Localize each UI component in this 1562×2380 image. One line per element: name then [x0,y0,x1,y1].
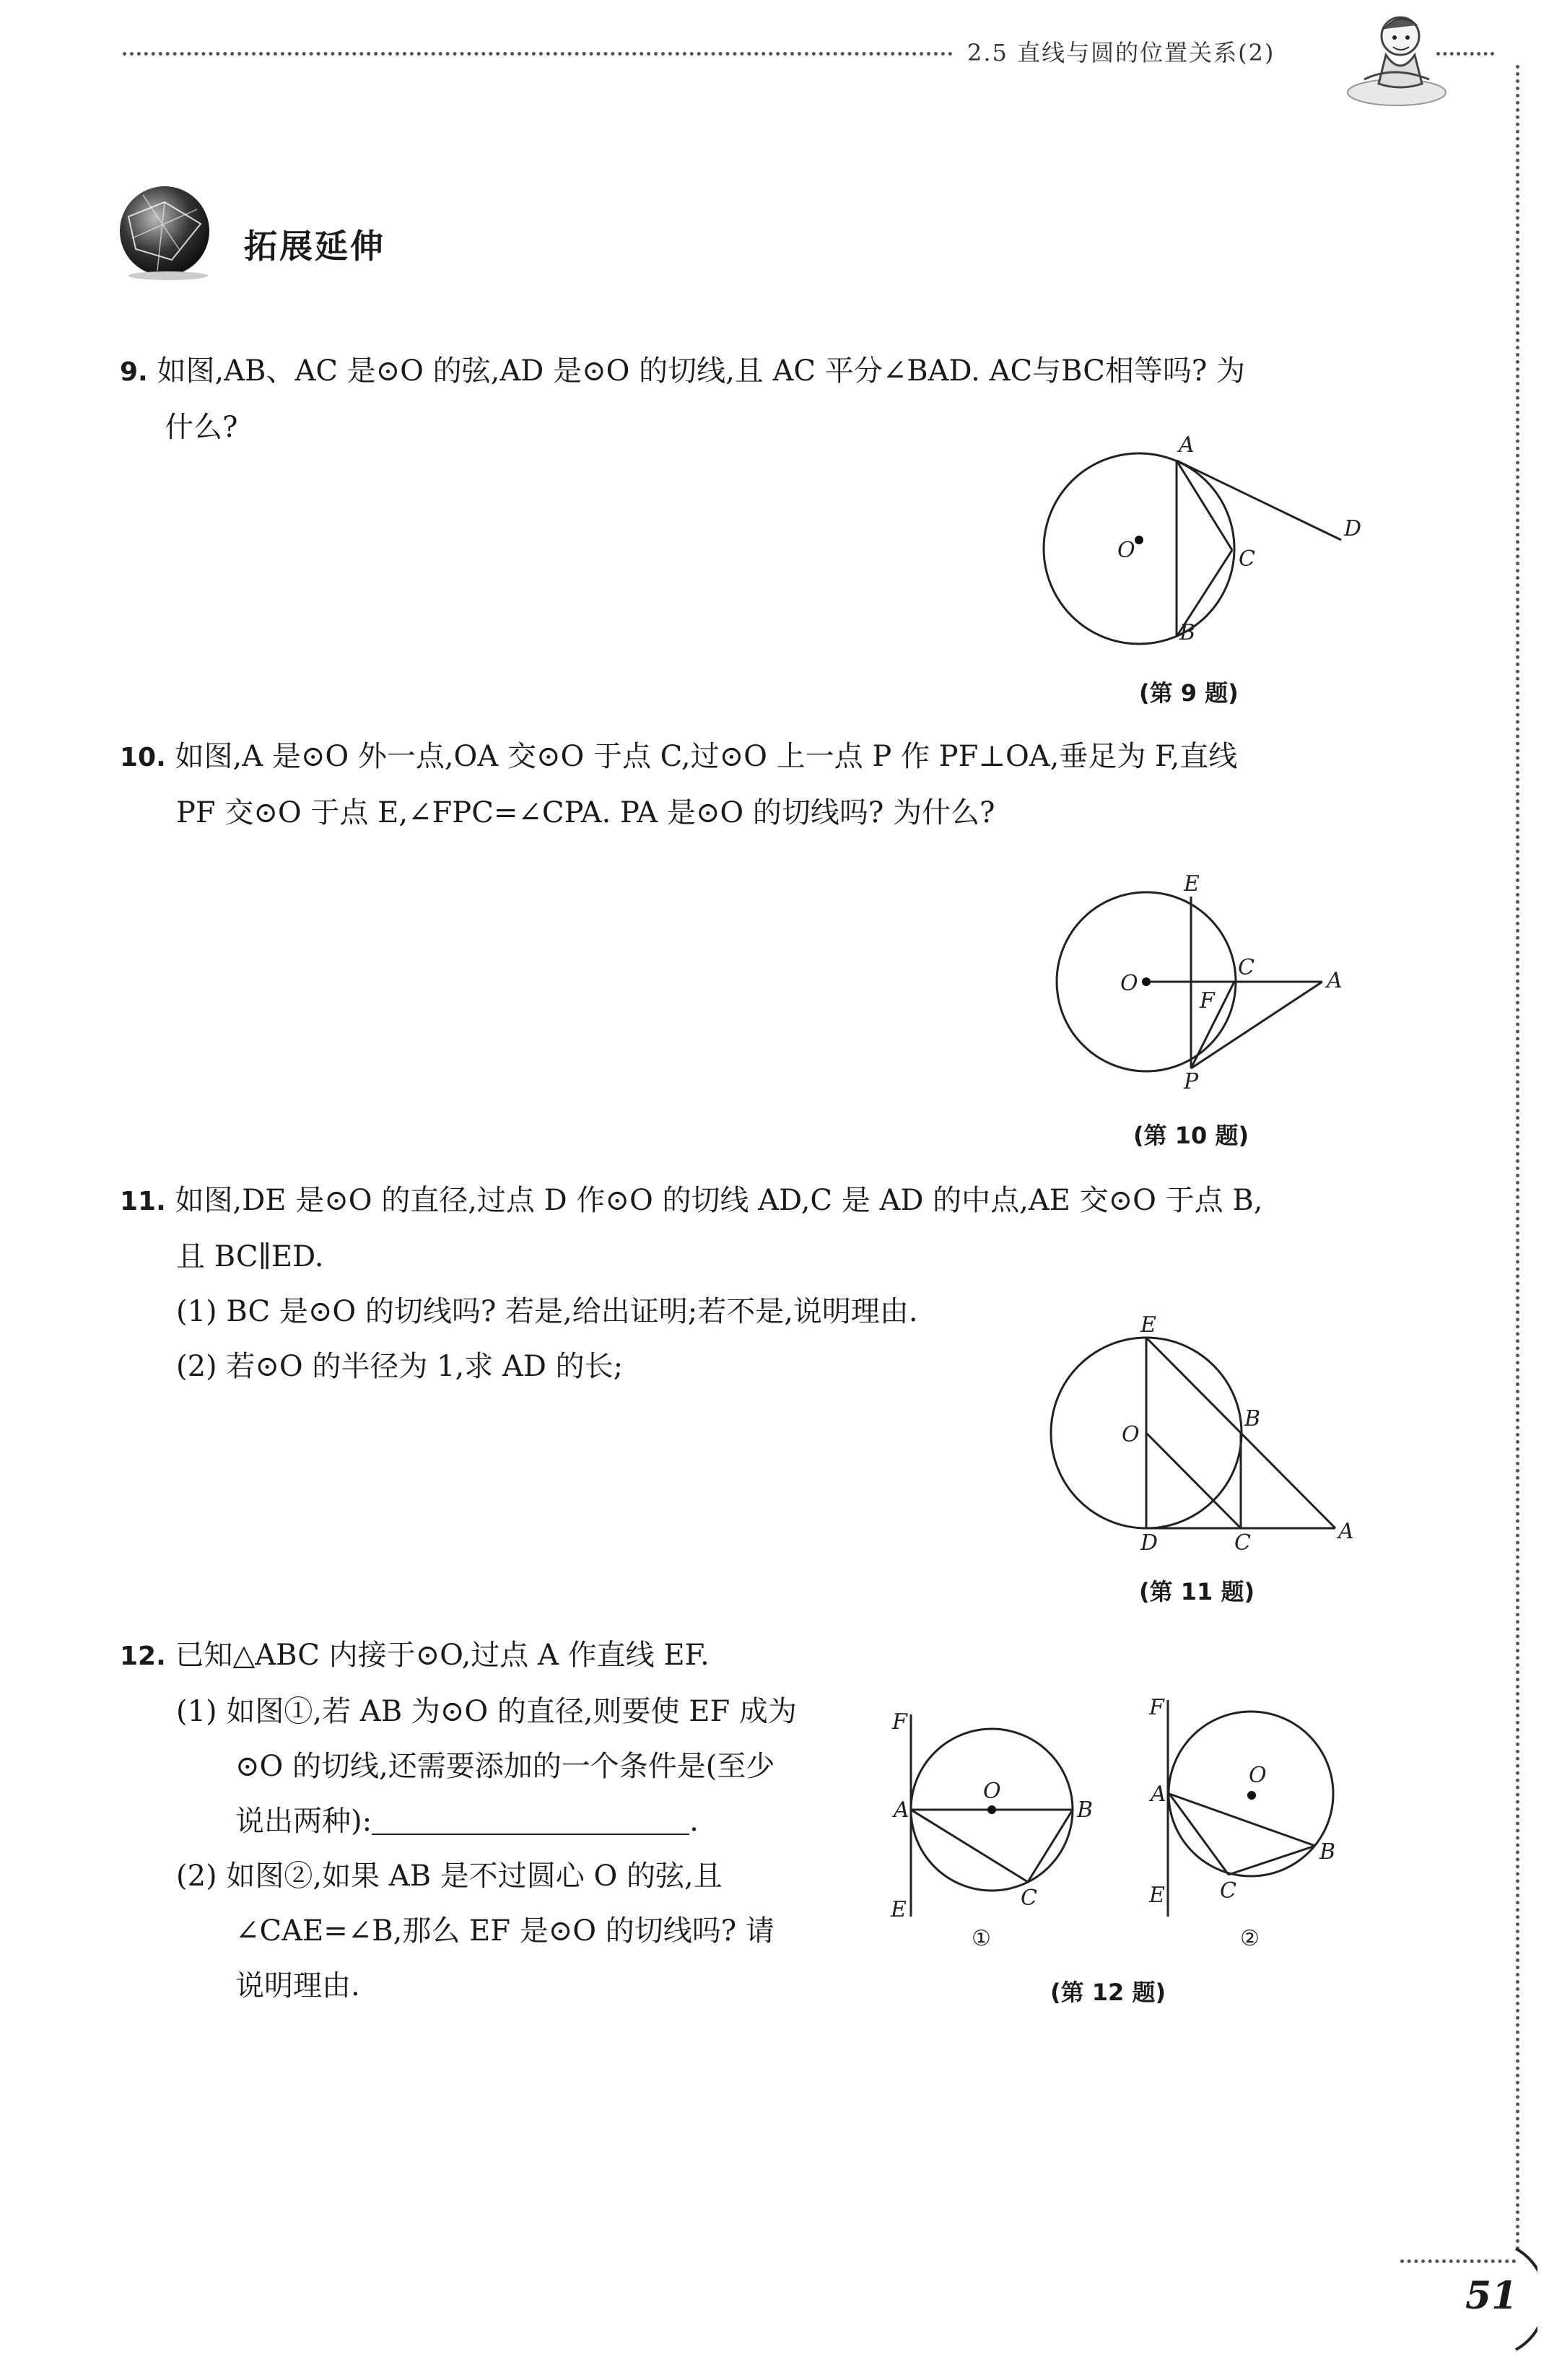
cartoon-mascot-icon [1343,7,1451,108]
label-d: D [1344,516,1362,541]
label-o: O [983,1779,1001,1804]
label-f: F [1149,1695,1164,1720]
chord-bc [1229,1846,1315,1875]
figure-9 [1025,433,1371,664]
figure-mark-2: ② [1240,1926,1260,1951]
label-d: D [1140,1530,1159,1556]
sub-question-2-line: (2) 如图②,如果 AB 是不过圆心 O 的弦,且 [176,1860,723,1893]
sub-question-1: (1) BC 是⊙O 的切线吗? 若是,给出证明;若不是,说明理由. [176,1295,918,1328]
question-text-line: 已知△ABC 内接于⊙O,过点 A 作直线 EF. [175,1639,710,1672]
label-c: C [1239,546,1255,572]
label-c: C [1234,1530,1251,1556]
sub-question-1-line: (1) 如图①,若 AB 为⊙O 的直径,则要使 EF 成为 [176,1695,797,1728]
center-dot [1142,977,1151,986]
center-dot [1247,1791,1256,1800]
label-c: C [1021,1886,1037,1911]
chord-bc [1028,1810,1073,1882]
figure-10 [1039,873,1357,1090]
question-12 [120,1628,914,2013]
question-number: 10. [120,743,166,772]
figure-12-1 [886,1700,1103,1960]
sub-question-2-line: ∠CAE=∠B,那么 EF 是⊙O 的切线吗? 请 [235,1914,775,1948]
sub-question-1-line: ⊙O 的切线,还需要添加的一个条件是(至少 [235,1750,775,1783]
sub-question-2-line: 说明理由. [235,1969,360,2002]
page-number: 51 [1465,2274,1518,2318]
figure-9-caption: (第 9 题) [1139,679,1239,707]
center-dot [1135,536,1143,544]
right-margin-dotted-rule [1516,65,1519,2252]
question-number: 12. [120,1642,166,1671]
question-text-line: PF 交⊙O 于点 E,∠FPC=∠CPA. PA 是⊙O 的切线吗? 为什么? [176,796,995,829]
question-10 [120,729,1390,840]
label-b: B [1179,620,1196,645]
label-e: E [1140,1312,1156,1338]
line-oc [1146,1433,1241,1528]
label-f: F [892,1709,907,1735]
label-c: C [1220,1878,1236,1904]
answer-blank[interactable] [372,1805,689,1835]
label-c: C [1238,955,1255,980]
label-a: A [1338,1519,1354,1544]
center-dot [987,1805,996,1814]
sub-question-1-line: 说出两种): [235,1805,372,1838]
section-title: 拓展延伸 [244,227,385,266]
circle-o [1044,453,1234,644]
question-text-line: 且 BC∥ED. [176,1240,324,1273]
label-a: A [1327,968,1343,993]
label-p: P [1184,1069,1199,1090]
question-text-line: 如图,DE 是⊙O 的直径,过点 D 作⊙O 的切线 AD,C 是 AD 的中点,AE 交⊙O 于点 B, [175,1184,1263,1217]
label-a: A [1151,1782,1166,1807]
label-a: A [894,1797,909,1823]
question-text-line: 什么? [165,411,238,444]
label-e: E [1149,1883,1165,1908]
figure-11 [1039,1310,1357,1556]
label-o: O [1122,1422,1140,1447]
header-section-title: 2.5 直线与圆的位置关系(2) [967,39,1275,66]
question-text-line: 如图,A 是⊙O 外一点,OA 交⊙O 于点 C,过⊙O 上一点 P 作 PF⊥OA,垂足为 F,直线 [175,740,1238,773]
figure-12-2 [1139,1686,1363,1960]
label-b: B [1077,1797,1094,1823]
label-b: B [1319,1839,1336,1865]
question-number: 9. [120,357,148,387]
chord-ab [1169,1794,1315,1846]
question-number: 11. [120,1187,166,1216]
figure-11-caption: (第 11 题) [1139,1578,1255,1605]
label-e: E [891,1897,907,1922]
globe-section-icon [114,180,215,282]
label-o: O [1117,538,1135,563]
chord-ac [911,1810,1028,1882]
figure-mark-1: ① [972,1926,991,1951]
header-dotted-rule [123,52,953,56]
label-e: E [1184,873,1200,897]
label-b: B [1244,1406,1261,1431]
label-o: O [1120,971,1138,996]
label-a: A [1179,433,1195,458]
figure-10-caption: (第 10 题) [1133,1122,1249,1149]
sub-question-2: (2) 若⊙O 的半径为 1,求 AD 的长; [176,1350,624,1383]
blank-end-period: . [689,1805,699,1838]
label-f: F [1200,988,1215,1014]
label-o: O [1249,1763,1267,1788]
question-text-line: 如图,AB、AC 是⊙O 的弦,AD 是⊙O 的切线,且 AC 平分∠BAD. AC与BC相等吗? 为 [157,354,1245,388]
figure-12-caption: (第 12 题) [1050,1979,1166,2006]
